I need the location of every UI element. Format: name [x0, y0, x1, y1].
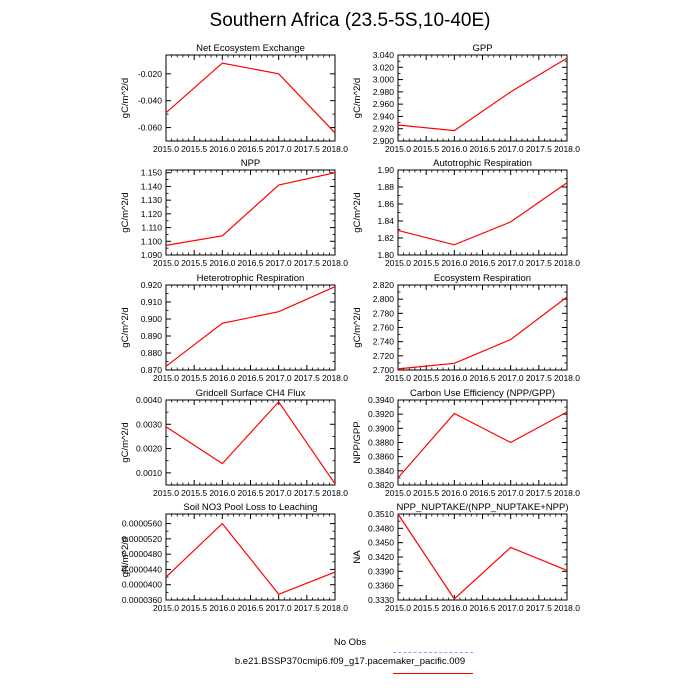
- x-tick-label: 2015.0: [153, 144, 179, 154]
- y-tick-label: 1.84: [377, 216, 394, 226]
- panel-5: [120, 273, 348, 383]
- panel-9: [120, 502, 348, 613]
- y-tick-label: 2.820: [372, 280, 394, 290]
- y-tick-label: 0.910: [140, 297, 162, 307]
- series-line: [398, 58, 567, 131]
- x-tick-label: 2015.0: [385, 373, 411, 383]
- x-tick-label: 2017.0: [497, 603, 524, 613]
- y-axis-label: gC/m^2/d: [120, 307, 131, 348]
- x-tick-label: 2018.0: [322, 373, 348, 383]
- y-tick-label: 1.88: [377, 182, 394, 192]
- y-axis-label: gN/m^2/d: [120, 536, 131, 578]
- x-tick-label: 2016.5: [237, 488, 264, 498]
- y-axis-label: gC/m^2/d: [352, 307, 363, 348]
- panel-10: [352, 502, 580, 613]
- x-tick-label: 2016.0: [441, 258, 468, 268]
- y-tick-label: -0.040: [137, 95, 162, 106]
- plot-frame: [166, 170, 335, 255]
- x-tick-label: 2016.5: [237, 144, 264, 154]
- y-tick-label: 2.740: [372, 336, 394, 347]
- x-tick-label: 2017.5: [293, 258, 320, 268]
- y-tick-label: 2.900: [372, 136, 394, 146]
- x-tick-label: 2015.0: [153, 258, 179, 268]
- x-tick-label: 2015.5: [413, 144, 440, 154]
- x-tick-label: 2018.0: [554, 603, 580, 613]
- panel-title: NPP_NUPTAKE/(NPP_NUPTAKE+NPP): [396, 502, 569, 513]
- y-tick-label: 0.0000400: [121, 579, 162, 590]
- y-tick-label: 0.0000520: [121, 533, 162, 544]
- y-tick-label: 1.86: [377, 199, 394, 209]
- panel-2: [352, 43, 580, 154]
- y-tick-label: 0.3900: [368, 423, 394, 434]
- x-tick-label: 2016.0: [441, 488, 468, 498]
- x-tick-label: 2015.5: [181, 144, 208, 154]
- y-tick-label: 0.0010: [136, 467, 162, 478]
- x-tick-label: 2018.0: [322, 603, 348, 613]
- panel-1: [120, 43, 348, 154]
- x-tick-label: 2017.5: [293, 603, 320, 613]
- x-tick-label: 2017.0: [265, 373, 292, 383]
- y-tick-label: 0.3360: [368, 580, 394, 591]
- x-tick-label: 2016.0: [209, 144, 236, 154]
- panel-title: Soil NO3 Pool Loss to Leaching: [183, 502, 318, 513]
- x-tick-label: 2017.5: [293, 488, 320, 498]
- x-tick-label: 2018.0: [554, 258, 580, 268]
- y-tick-label: 0.0000480: [121, 549, 162, 560]
- y-tick-label: 0.920: [140, 280, 162, 290]
- x-tick-label: 2016.0: [209, 603, 236, 613]
- x-tick-label: 2018.0: [322, 144, 348, 154]
- y-axis-label: gC/m^2/d: [352, 77, 363, 119]
- x-tick-label: 2018.0: [554, 373, 580, 383]
- y-tick-label: 0.3450: [368, 537, 394, 548]
- y-tick-label: 0.0020: [136, 443, 162, 454]
- x-tick-label: 2017.0: [265, 144, 292, 154]
- y-tick-label: 0.3510: [368, 509, 394, 519]
- x-tick-label: 2017.0: [497, 373, 524, 383]
- y-tick-label: 0.3420: [368, 552, 394, 562]
- panel-3: [120, 158, 348, 268]
- y-tick-label: 0.3390: [368, 566, 394, 577]
- x-tick-label: 2015.5: [413, 488, 440, 498]
- y-tick-label: 1.100: [140, 236, 162, 247]
- y-tick-label: 1.90: [377, 165, 394, 175]
- x-tick-label: 2015.5: [181, 373, 208, 383]
- x-tick-label: 2016.0: [441, 373, 468, 383]
- panel-title: Ecosystem Respiration: [433, 273, 532, 284]
- series-line: [398, 412, 567, 478]
- x-tick-label: 2016.5: [237, 258, 264, 268]
- plot-frame: [398, 285, 567, 370]
- y-tick-label: 2.940: [372, 111, 394, 122]
- y-tick-label: 0.3920: [368, 409, 394, 420]
- series-line: [398, 514, 567, 599]
- panel-4: [352, 158, 580, 268]
- y-tick-label: 0.0000560: [121, 518, 162, 529]
- x-tick-label: 2018.0: [554, 144, 580, 154]
- y-tick-label: 0.880: [140, 348, 162, 358]
- x-tick-label: 2016.5: [469, 373, 496, 383]
- y-tick-label: -0.060: [137, 122, 162, 133]
- x-tick-label: 2017.5: [293, 373, 320, 383]
- y-tick-label: 2.800: [372, 294, 394, 305]
- y-tick-label: 1.150: [140, 167, 162, 178]
- x-tick-label: 2017.5: [525, 603, 552, 613]
- x-tick-label: 2015.5: [413, 373, 440, 383]
- panel-6: [352, 273, 580, 383]
- y-tick-label: 1.80: [377, 250, 394, 260]
- y-tick-label: 2.980: [372, 86, 394, 97]
- x-tick-label: 2015.0: [153, 373, 179, 383]
- x-tick-label: 2017.0: [497, 488, 524, 498]
- y-tick-label: 3.040: [372, 50, 394, 60]
- x-tick-label: 2015.0: [385, 144, 411, 154]
- series-line: [166, 173, 335, 246]
- legend-obs-label: No Obs: [333, 637, 367, 648]
- x-tick-label: 2017.5: [525, 144, 552, 154]
- x-tick-label: 2015.5: [413, 258, 440, 268]
- series-line: [398, 183, 567, 245]
- y-tick-label: 1.090: [140, 250, 162, 260]
- x-tick-label: 2017.5: [293, 144, 320, 154]
- y-tick-label: 0.890: [140, 331, 162, 341]
- x-tick-label: 2017.0: [497, 258, 524, 268]
- y-tick-label: 0.0000440: [121, 564, 162, 575]
- x-tick-label: 2015.0: [385, 603, 411, 613]
- x-tick-label: 2016.0: [209, 258, 236, 268]
- y-tick-label: 1.82: [377, 233, 394, 243]
- y-tick-label: 1.110: [141, 222, 162, 233]
- x-tick-label: 2016.0: [441, 603, 468, 613]
- x-tick-label: 2015.5: [181, 488, 208, 498]
- legend-model-line: [393, 673, 473, 674]
- x-tick-label: 2017.0: [265, 488, 292, 498]
- y-axis-label: gC/m^2/d: [120, 77, 131, 119]
- legend-obs-line: [393, 652, 473, 653]
- y-tick-label: 2.760: [372, 322, 394, 333]
- series-line: [166, 63, 335, 133]
- y-axis-label: NA: [352, 550, 363, 564]
- y-tick-label: 0.3480: [368, 523, 394, 534]
- panel-title: Carbon Use Efficiency (NPP/GPP): [409, 388, 556, 399]
- panel-title: Net Ecosystem Exchange: [196, 43, 305, 54]
- y-tick-label: 1.140: [140, 181, 162, 192]
- x-tick-label: 2016.0: [209, 373, 236, 383]
- x-tick-label: 2017.5: [525, 258, 552, 268]
- x-tick-label: 2016.5: [237, 373, 264, 383]
- x-tick-label: 2017.5: [525, 373, 552, 383]
- panel-title: Gridcell Surface CH4 Flux: [195, 388, 306, 399]
- y-tick-label: 0.900: [140, 314, 162, 324]
- y-tick-label: 0.0040: [136, 395, 162, 405]
- x-tick-label: 2016.5: [469, 488, 496, 498]
- y-axis-label: gC/m^2/d: [120, 422, 131, 463]
- y-axis-label: gC/m^2/d: [352, 192, 363, 233]
- x-tick-label: 2017.0: [265, 258, 292, 268]
- plot-frame: [166, 400, 335, 485]
- y-tick-label: 1.120: [140, 208, 162, 219]
- panel-title: Heterotrophic Respiration: [196, 273, 305, 284]
- y-tick-label: 0.0000360: [121, 595, 162, 605]
- x-tick-label: 2015.5: [413, 603, 440, 613]
- y-axis-label: NPP/GPP: [352, 421, 363, 464]
- panel-title: Autotrophic Respiration: [433, 158, 532, 169]
- y-tick-label: 1.130: [140, 195, 162, 206]
- panel-8: [352, 388, 580, 498]
- x-tick-label: 2015.0: [153, 603, 179, 613]
- x-tick-label: 2015.0: [385, 488, 411, 498]
- y-axis-label: gC/m^2/d: [120, 192, 131, 233]
- y-tick-label: 0.0030: [136, 419, 162, 430]
- y-tick-label: 2.960: [372, 99, 394, 110]
- panel-7: [120, 388, 348, 498]
- x-tick-label: 2015.5: [181, 603, 208, 613]
- x-tick-label: 2018.0: [322, 258, 348, 268]
- y-tick-label: 0.3940: [368, 395, 394, 405]
- x-tick-label: 2018.0: [554, 488, 580, 498]
- x-tick-label: 2016.5: [469, 603, 496, 613]
- x-tick-label: 2016.5: [469, 144, 496, 154]
- series-line: [398, 297, 567, 369]
- x-tick-label: 2016.5: [237, 603, 264, 613]
- y-tick-label: 3.020: [372, 62, 394, 73]
- x-tick-label: 2016.0: [209, 488, 236, 498]
- panel-title: GPP: [472, 43, 493, 54]
- y-tick-label: 0.3880: [368, 437, 394, 448]
- y-tick-label: 0.870: [140, 365, 162, 375]
- plot-frame: [398, 170, 567, 255]
- figure-title: Southern Africa (23.5-5S,10-40E): [209, 10, 491, 31]
- y-tick-label: 2.920: [372, 123, 394, 134]
- plot-frame: [398, 400, 567, 485]
- x-tick-label: 2017.5: [525, 488, 552, 498]
- y-tick-label: 0.3840: [368, 465, 394, 476]
- x-tick-label: 2016.5: [469, 258, 496, 268]
- y-tick-label: 0.3330: [368, 595, 394, 605]
- series-line: [166, 524, 335, 595]
- x-tick-label: 2018.0: [322, 488, 348, 498]
- series-line: [166, 287, 335, 367]
- x-tick-label: 2017.0: [265, 603, 292, 613]
- panel-title: NPP: [240, 158, 261, 169]
- x-tick-label: 2017.0: [497, 144, 524, 154]
- y-tick-label: 2.780: [372, 308, 394, 319]
- x-tick-label: 2015.0: [153, 488, 179, 498]
- y-tick-label: 0.3860: [368, 451, 394, 462]
- x-tick-label: 2015.5: [181, 258, 208, 268]
- y-tick-label: 0.3820: [368, 480, 394, 490]
- y-tick-label: -0.020: [137, 68, 162, 79]
- y-tick-label: 2.700: [372, 365, 394, 375]
- y-tick-label: 3.000: [372, 74, 394, 85]
- plot-frame: [166, 514, 335, 600]
- series-line: [166, 402, 335, 484]
- legend-model-label: b.e21.BSSP370cmip6.f09_g17.pacemaker_pacific.009: [234, 656, 466, 667]
- y-tick-label: 2.720: [372, 350, 394, 361]
- x-tick-label: 2015.0: [385, 258, 411, 268]
- plot-frame: [398, 514, 567, 600]
- x-tick-label: 2016.0: [441, 144, 468, 154]
